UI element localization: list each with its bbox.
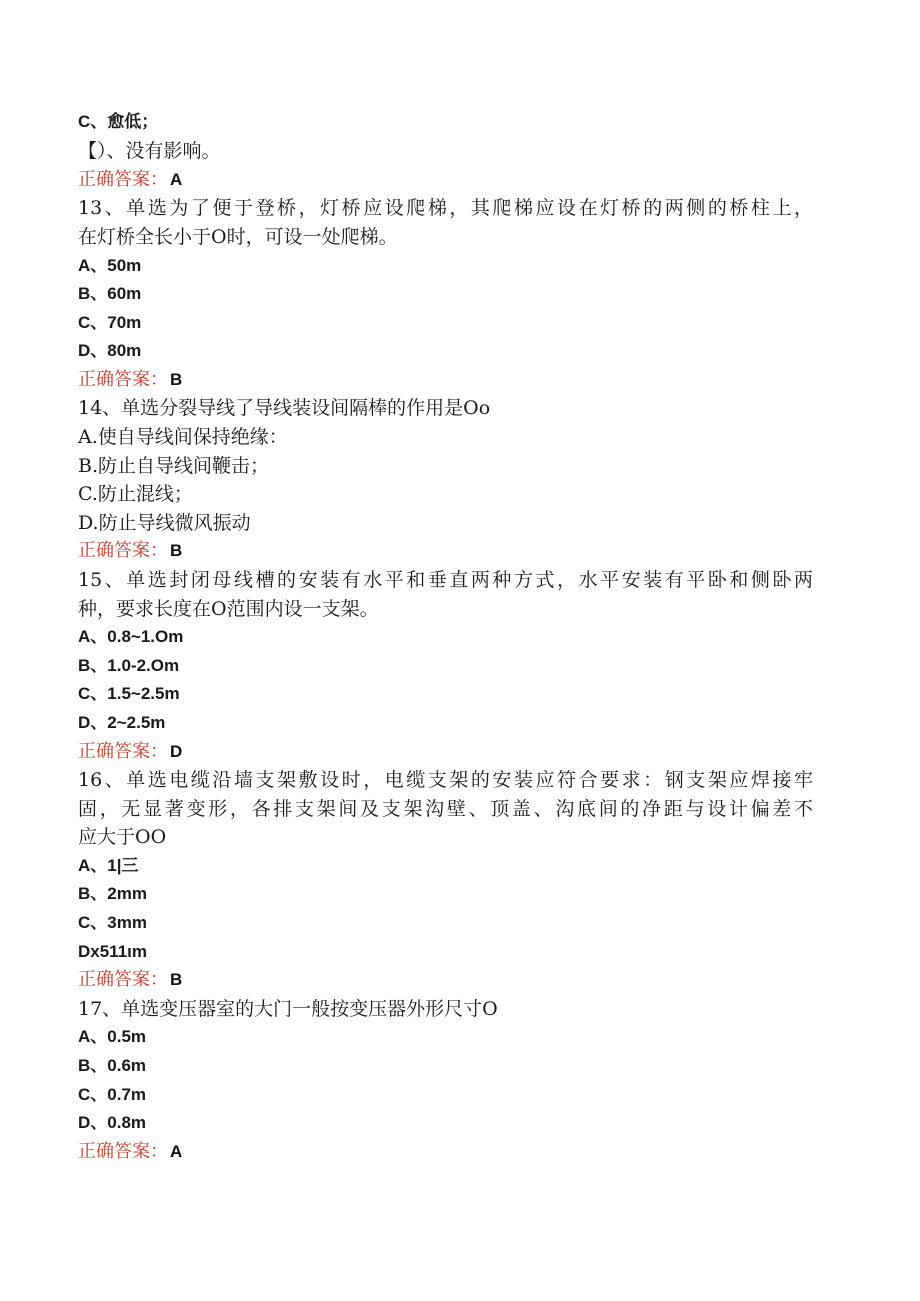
option-a-q13: A、50m [78,256,142,275]
answer-label: 正确答案： [78,741,168,762]
answer-value: B [170,370,183,389]
option-d-q15: D、2~2.5m [78,713,166,732]
option-a-q14: A.使自导线间保持绝缘： [78,426,288,448]
question-16-line-3: 应大于OO [78,826,167,848]
option-c-q12: C、愈低； [78,112,159,131]
option-d-q12: 【）、没有影响。 [78,140,221,162]
answer-label: 正确答案： [78,540,168,561]
answer-value: B [170,970,183,989]
answer-q17 [78,1140,182,1164]
answer-q13 [78,368,182,392]
answer-value: B [170,541,183,560]
question-17-line-1: 17、单选变压器室的大门一般按变压器外形尺寸O [78,998,498,1020]
answer-label: 正确答案： [78,1141,168,1162]
option-b-q14: B.防止自导线间鞭击； [78,455,270,477]
option-b-q13: B、60m [78,284,142,303]
option-c-q13: C、70m [78,313,142,332]
question-15-line-2: 种，要求长度在O范围内设一支架。 [78,598,379,620]
answer-q14 [78,539,182,563]
answer-label: 正确答案： [78,369,168,390]
answer-label: 正确答案： [78,169,168,190]
option-a-q17: A、0.5m [78,1027,147,1046]
option-b-q16: B、2mm [78,884,147,903]
option-c-q15: C、1.5~2.5m [78,684,180,703]
answer-q16 [78,968,182,992]
question-15-line-1: 15、单选封闭母线槽的安装有水平和垂直两种方式，水平安装有平卧和侧卧两 [78,569,813,591]
question-16-line-2: 固，无显著变形，各排支架间及支架沟壁、顶盖、沟底间的净距与设计偏差不 [78,798,813,820]
option-d-q17: D、0.8m [78,1113,147,1132]
option-a-q15: A、0.8~1.Om [78,627,184,646]
answer-value: A [170,1142,183,1161]
question-16-line-1: 16、单选电缆沿墙支架敷设时，电缆支架的安装应符合要求：钢支架应焊接牢 [78,769,813,791]
option-c-q14: C.防止混线； [78,483,193,505]
answer-q12 [78,168,182,192]
answer-q15 [78,740,182,764]
question-13-line-2: 在灯桥全长小于O时，可设一处爬梯。 [78,226,398,248]
option-b-q15: B、1.0-2.Om [78,656,180,675]
question-13-line-1: 13、单选为了便于登桥，灯桥应设爬梯，其爬梯应设在灯桥的两侧的桥柱上， [78,197,813,219]
option-c-q17: C、0.7m [78,1085,147,1104]
option-d-q14: D.防止导线微风振动 [78,512,251,534]
answer-value: D [170,742,183,761]
option-b-q17: B、0.6m [78,1056,147,1075]
answer-value: A [170,170,183,189]
option-a-q16: A、1|三 [78,856,139,875]
option-d-q16: Dx511ιm [78,942,147,961]
question-14-line-1: 14、单选分裂导线了导线装设间隔棒的作用是Oo [78,397,491,419]
option-d-q13: D、80m [78,341,142,360]
option-c-q16: C、3mm [78,913,147,932]
answer-label: 正确答案： [78,969,168,990]
